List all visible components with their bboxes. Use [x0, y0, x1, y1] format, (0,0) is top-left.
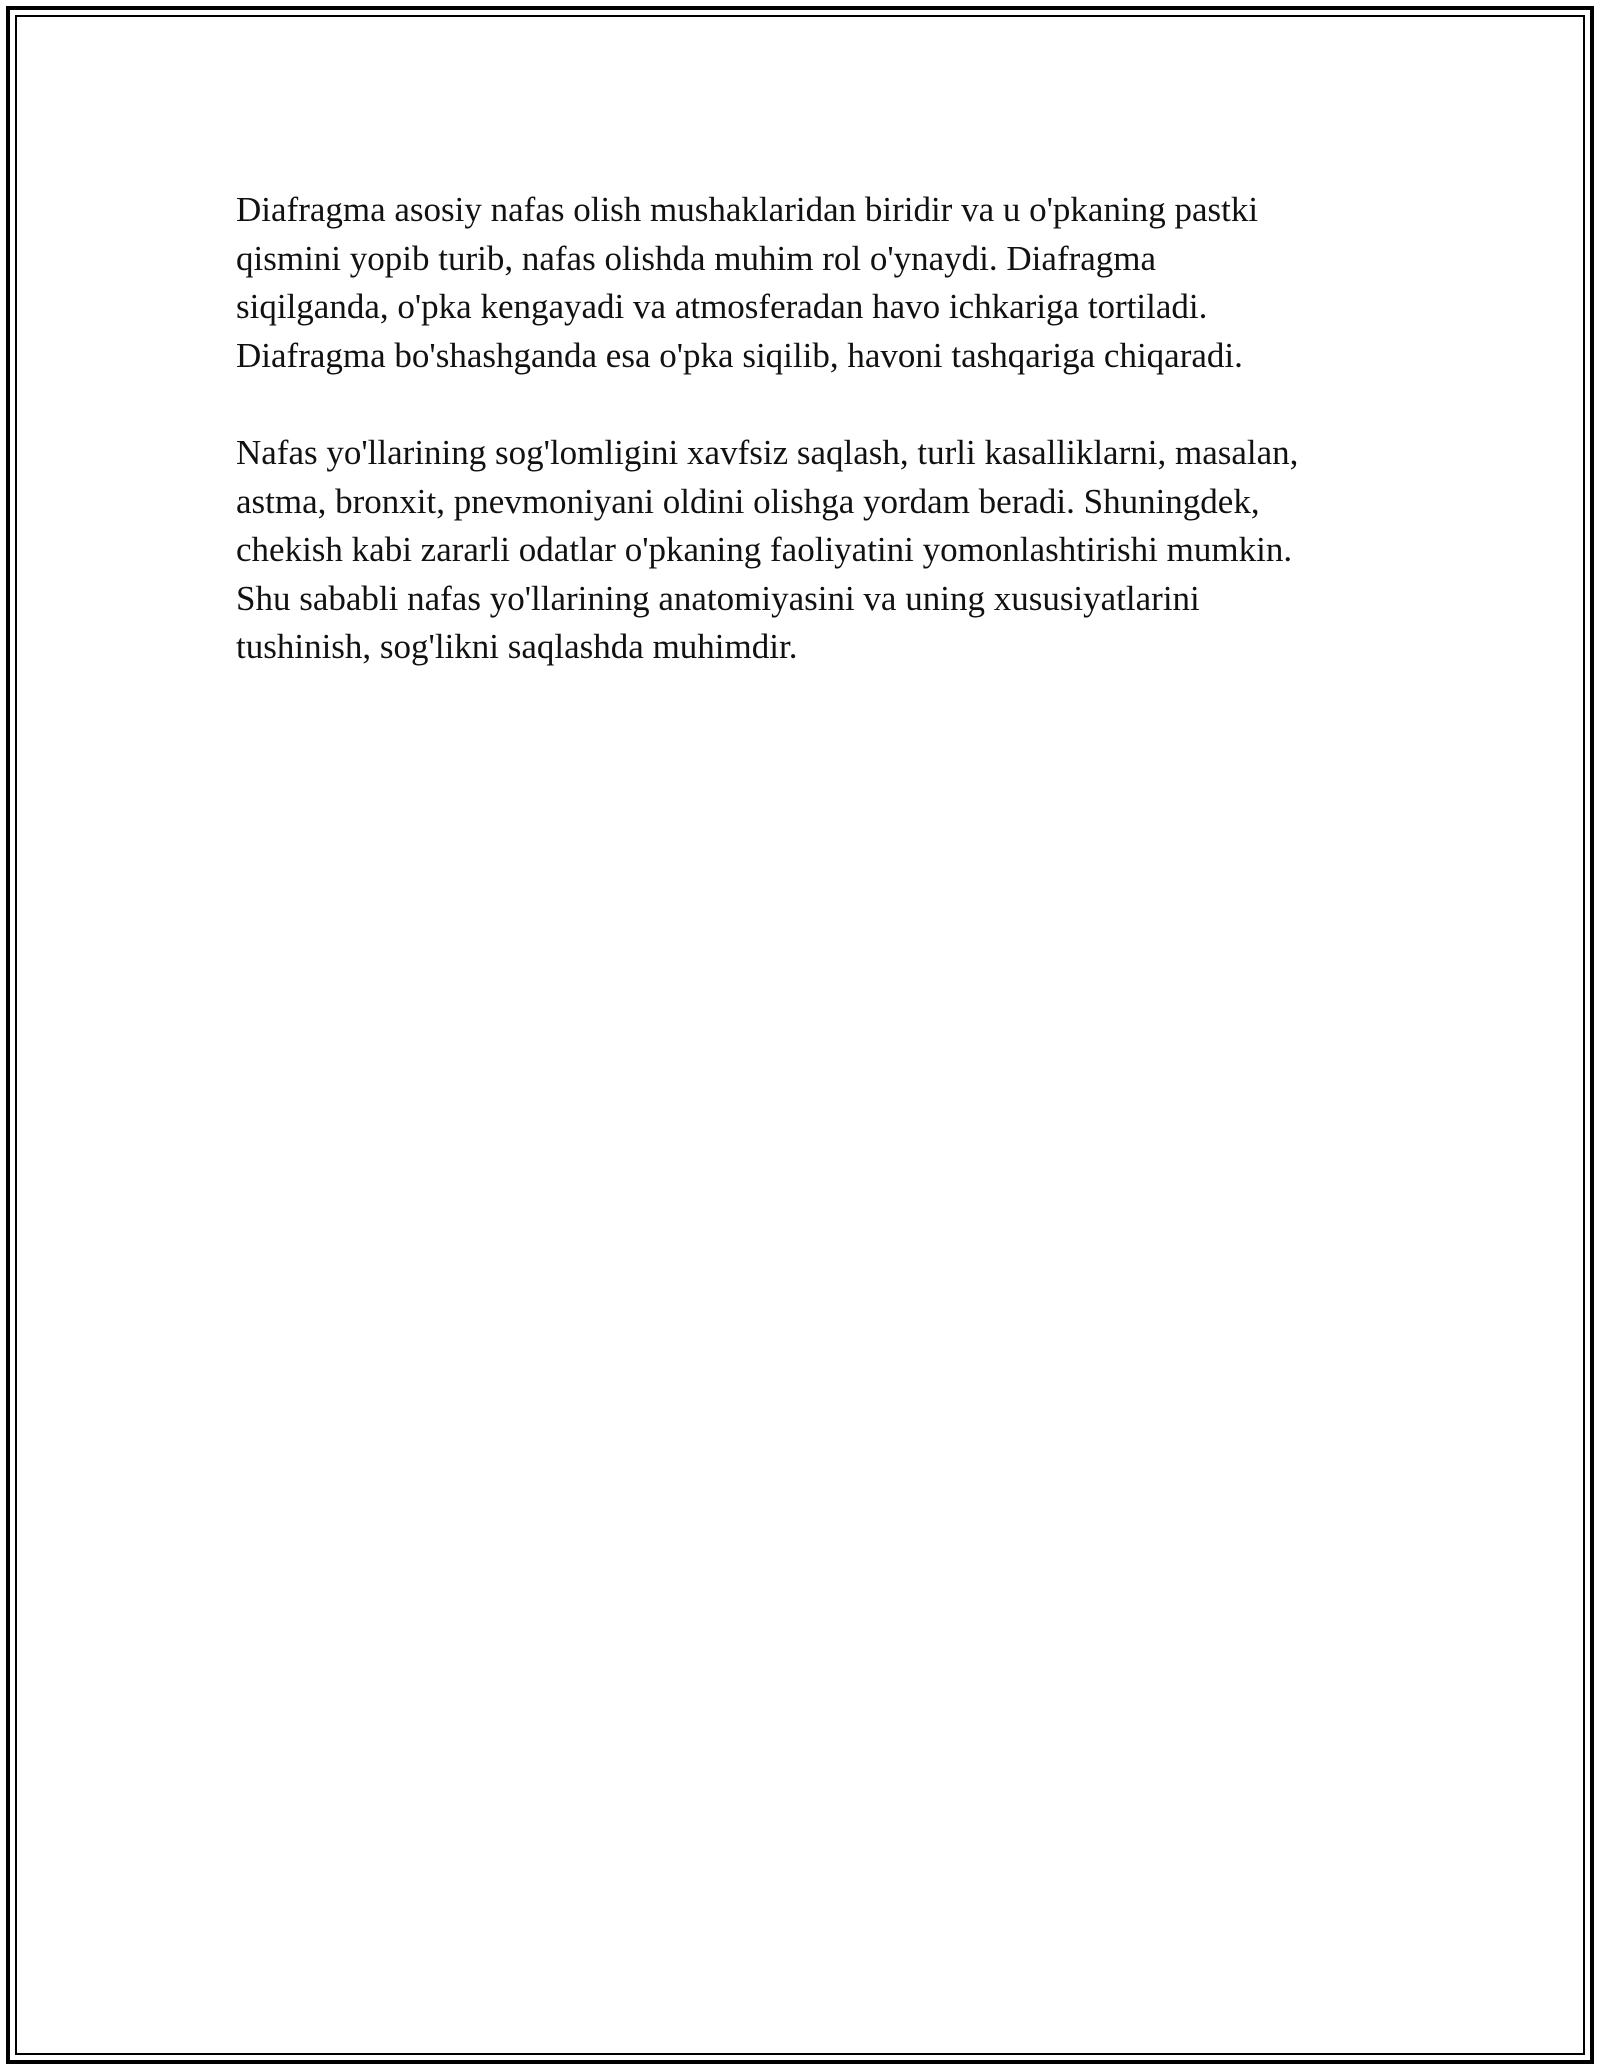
- paragraph-airway-health: Nafas yo'llarining sog'lomligini xavfsiz saqlash, turli kasalliklarni, masalan, astma, bronxit, pnevmoniyani oldini olishga yordam beradi. Shuningdek, chekish kabi zararli odatlar o'pkaning faoliyatini yomonlashtirishi mumkin. Shu sababli nafas yo'llarining anatomiyasini va uning xususiyatlarini tushinish, sog'likni saqlashda muhimdir.: [236, 433, 1299, 666]
- document-body: [236, 186, 1366, 721]
- paragraph-diaphragm: Diafragma asosiy nafas olish mushaklaridan biridir va u o'pkaning pastki qismini yopib turib, nafas olishda muhim rol o'ynaydi. Diafragma siqilganda, o'pka kengayadi va atmosferadan havo ichkariga tortiladi. Diafragma bo'shashganda esa o'pka siqilib, havoni tashqariga chiqaradi.: [236, 190, 1259, 375]
